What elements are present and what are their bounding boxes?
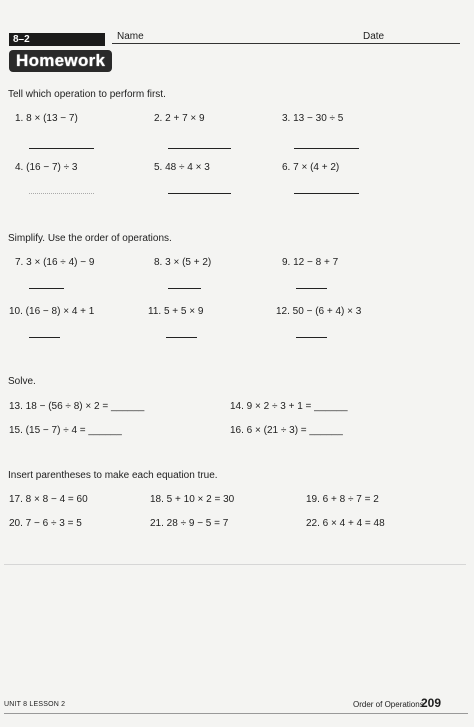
footer-page-number: 209: [421, 696, 442, 710]
answer-line-3[interactable]: [294, 148, 359, 149]
section-title-parentheses: Insert parentheses to make each equation true.: [8, 470, 218, 481]
date-label: Date: [363, 31, 385, 42]
problem-15: 15. (15 − 7) ÷ 4 = ______: [9, 425, 122, 436]
problem-3: 3. 13 − 30 ÷ 5: [282, 113, 344, 124]
section-title-simplify: Simplify. Use the order of operations.: [8, 233, 172, 244]
problem-4: 4. (16 − 7) ÷ 3: [15, 162, 78, 173]
answer-line-12[interactable]: [296, 337, 327, 338]
problem-9: 9. 12 − 8 + 7: [282, 257, 339, 268]
answer-line-10[interactable]: [29, 337, 60, 338]
answer-line-1[interactable]: [29, 148, 94, 149]
problem-12: 12. 50 − (6 + 4) × 3: [276, 306, 362, 317]
answer-line-6[interactable]: [294, 193, 359, 194]
problem-8: 8. 3 × (5 + 2): [154, 257, 212, 268]
problem-19: 19. 6 + 8 ÷ 7 = 2: [306, 494, 379, 505]
lesson-tag: 8–2: [9, 33, 105, 46]
problem-16: 16. 6 × (21 ÷ 3) = ______: [230, 425, 343, 436]
name-date-line: [112, 43, 460, 44]
section-title-operation: Tell which operation to perform first.: [8, 89, 166, 100]
problem-18: 18. 5 + 10 × 2 = 30: [150, 494, 235, 505]
problem-21: 21. 28 ÷ 9 − 5 = 7: [150, 518, 229, 529]
footer-rule: [4, 713, 468, 714]
homework-banner: Homework: [9, 50, 112, 72]
footer-unit-lesson: UNIT 8 LESSON 2: [4, 701, 66, 708]
answer-line-7[interactable]: [29, 288, 64, 289]
problem-1: 1. 8 × (13 − 7): [15, 113, 78, 124]
answer-line-4[interactable]: [29, 193, 94, 194]
answer-line-2[interactable]: [168, 148, 231, 149]
problem-7: 7. 3 × (16 ÷ 4) − 9: [15, 257, 95, 268]
problem-14: 14. 9 × 2 ÷ 3 + 1 = ______: [230, 401, 348, 412]
answer-line-8[interactable]: [168, 288, 201, 289]
answer-line-9[interactable]: [296, 288, 327, 289]
section-divider: [4, 564, 466, 565]
problem-2: 2. 2 + 7 × 9: [154, 113, 205, 124]
problem-11: 11. 5 + 5 × 9: [148, 306, 204, 317]
section-title-solve: Solve.: [8, 376, 36, 387]
problem-17: 17. 8 × 8 − 4 = 60: [9, 494, 88, 505]
problem-22: 22. 6 × 4 + 4 = 48: [306, 518, 385, 529]
answer-line-11[interactable]: [166, 337, 197, 338]
problem-6: 6. 7 × (4 + 2): [282, 162, 340, 173]
name-label: Name: [117, 31, 144, 42]
problem-20: 20. 7 − 6 ÷ 3 = 5: [9, 518, 82, 529]
answer-line-5[interactable]: [168, 193, 231, 194]
problem-13: 13. 18 − (56 ÷ 8) × 2 = ______: [9, 401, 145, 412]
problem-5: 5. 48 ÷ 4 × 3: [154, 162, 210, 173]
footer-topic: Order of Operations: [353, 700, 424, 709]
problem-10: 10. (16 − 8) × 4 + 1: [9, 306, 95, 317]
